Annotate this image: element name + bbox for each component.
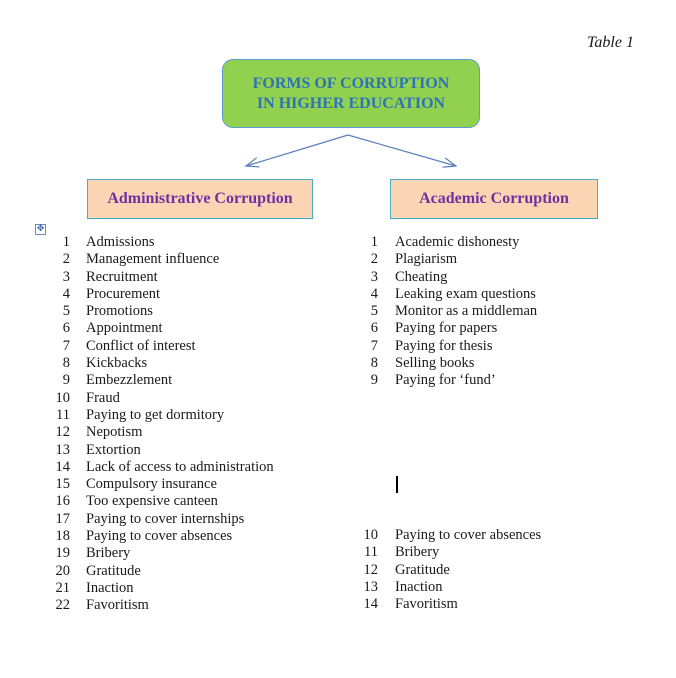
item-text: Nepotism (86, 424, 143, 441)
item-number: 1 (370, 234, 378, 250)
arrow-right (348, 135, 456, 166)
item-number: 21 (55, 579, 70, 596)
item-number: 2 (370, 251, 378, 268)
item-text: Paying for papers (395, 320, 498, 337)
arrow-left (246, 135, 348, 166)
item-number: 22 (55, 597, 70, 614)
item-text: Admissions (86, 234, 155, 250)
item-text: Favoritism (395, 596, 458, 613)
item-text: Embezzlement (86, 372, 173, 389)
item-number: 11 (56, 406, 70, 423)
item-number: 18 (55, 528, 70, 545)
item-text: Management influence (86, 251, 220, 268)
item-number: 1 (62, 234, 70, 250)
item-text: Paying to get dormitory (86, 406, 225, 423)
item-text: Bribery (395, 544, 440, 561)
item-number: 10 (55, 389, 70, 406)
item-number: 16 (55, 493, 70, 510)
item-number: 5 (370, 303, 378, 320)
item-text: Inaction (395, 578, 443, 595)
item-number: 7 (62, 337, 70, 354)
item-text: Appointment (86, 320, 163, 337)
item-number: 9 (370, 372, 378, 389)
item-text: Paying for thesis (395, 337, 493, 354)
item-text: Recruitment (86, 268, 158, 285)
item-number: 9 (62, 372, 70, 389)
item-number: 6 (370, 320, 378, 337)
item-number: 3 (62, 268, 70, 285)
item-number: 4 (370, 285, 378, 302)
item-number: 17 (55, 510, 70, 527)
administrative-corruption-heading: Administrative Corruption (87, 179, 313, 219)
item-number: 14 (55, 458, 70, 475)
item-text: Extortion (86, 441, 141, 458)
item-text: Gratitude (86, 562, 141, 579)
text-cursor (396, 476, 398, 493)
item-text: Paying to cover absences (86, 528, 233, 545)
item-number: 15 (55, 476, 70, 493)
item-text: Conflict of interest (86, 337, 196, 354)
item-number: 2 (62, 251, 70, 268)
item-text: Paying for ‘fund’ (395, 372, 496, 389)
item-number: 5 (62, 303, 70, 320)
item-text: Leaking exam questions (395, 285, 536, 302)
academic-corruption-heading: Academic Corruption (390, 179, 598, 219)
item-number: 19 (55, 545, 70, 562)
main-title-line-1: FORMS OF CORRUPTION (252, 74, 450, 92)
item-text: Too expensive canteen (86, 493, 218, 510)
item-number: 6 (62, 320, 70, 337)
item-text: Selling books (395, 355, 475, 372)
item-text: Compulsory insurance (86, 476, 217, 493)
item-number: 13 (55, 441, 70, 458)
main-title-line-2: IN HIGHER EDUCATION (256, 94, 446, 112)
item-number: 10 (363, 527, 378, 543)
item-text: Kickbacks (86, 355, 148, 372)
item-text: Academic dishonesty (395, 234, 520, 250)
item-text: Plagiarism (395, 251, 458, 268)
item-number: 11 (364, 544, 378, 561)
item-number: 20 (55, 562, 70, 579)
item-text: Cheating (395, 268, 448, 285)
item-number: 8 (370, 355, 378, 372)
item-number: 4 (62, 285, 70, 302)
item-number: 12 (55, 424, 70, 441)
table-move-handle-icon[interactable]: ✥ (36, 224, 45, 234)
item-text: Paying to cover internships (86, 510, 245, 527)
table-label: Table 1 (587, 34, 634, 51)
item-text: Inaction (86, 579, 134, 596)
item-text: Bribery (86, 545, 131, 562)
item-text: Paying to cover absences (395, 527, 542, 543)
item-text: Promotions (86, 303, 153, 320)
item-number: 8 (62, 355, 70, 372)
item-text: Monitor as a middleman (395, 303, 538, 320)
item-text: Lack of access to administration (86, 458, 274, 475)
item-number: 13 (363, 578, 378, 595)
item-text: Favoritism (86, 597, 149, 614)
item-text: Procurement (86, 285, 161, 302)
item-number: 12 (363, 561, 378, 578)
item-number: 3 (370, 268, 378, 285)
item-text: Fraud (86, 389, 120, 406)
item-number: 14 (363, 596, 378, 613)
item-text: Gratitude (395, 561, 450, 578)
item-number: 7 (370, 337, 378, 354)
